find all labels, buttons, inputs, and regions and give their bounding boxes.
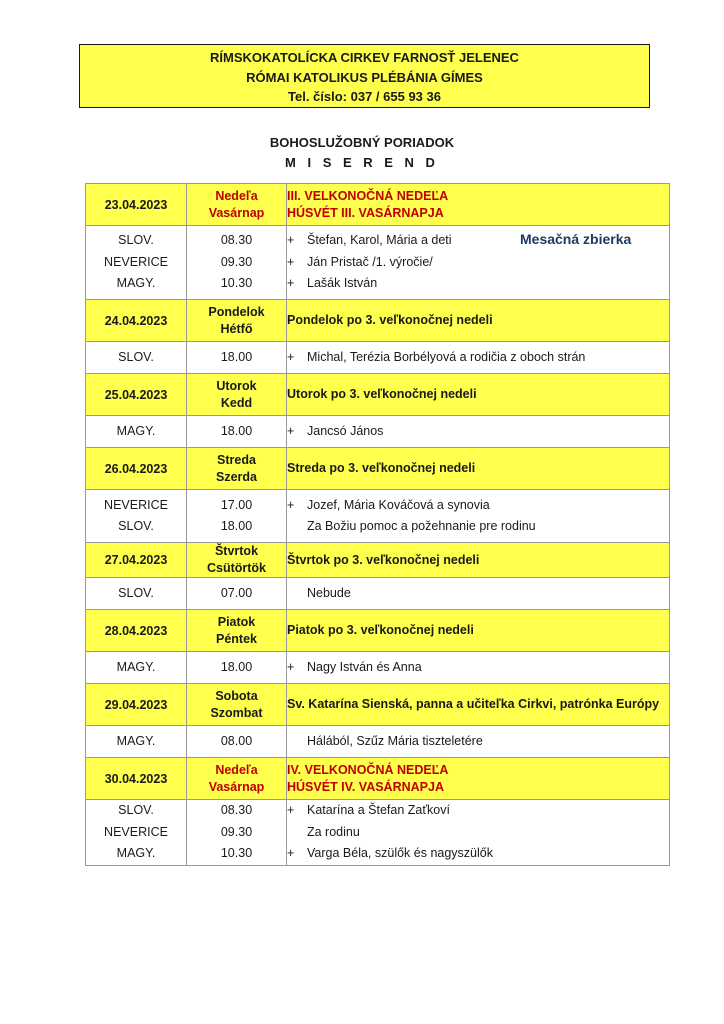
day-date: 23.04.2023 <box>86 184 187 226</box>
mass-intention <box>287 273 669 295</box>
mass-intention <box>287 657 669 679</box>
day-name-sk: Streda <box>217 452 256 467</box>
day-name-hu: Szerda <box>216 469 257 484</box>
mass-row <box>86 490 670 543</box>
title-main: BOHOSLUŽOBNÝ PORIADOK <box>269 135 455 150</box>
day-description <box>287 758 670 800</box>
parish-name-hu: RÓMAI KATOLIKUS PLÉBÁNIA GÍMES <box>246 69 483 85</box>
mass-language: SLOV. <box>118 803 154 817</box>
mass-languages <box>86 416 187 448</box>
mass-intentions <box>287 342 670 374</box>
mass-language: SLOV. <box>118 519 154 533</box>
deceased-mark: + <box>287 846 295 860</box>
deceased-mark: + <box>287 423 295 438</box>
day-header-row <box>86 684 670 726</box>
intention-text: Za Božiu pomoc a požehnanie pre rodinu <box>307 519 536 533</box>
day-description-line: Pondelok po 3. veľkonočnej nedeli <box>287 313 493 327</box>
day-date: 30.04.2023 <box>86 758 187 800</box>
mass-time: 18.00 <box>220 423 253 438</box>
day-description <box>287 374 670 416</box>
mass-times <box>187 342 287 374</box>
mass-language: MAGY. <box>116 733 156 748</box>
mass-intentions <box>287 800 670 866</box>
mass-intention <box>287 843 669 865</box>
intention-text: Lašák István <box>307 276 378 291</box>
mass-time: 07.00 <box>220 585 253 600</box>
mass-intention <box>287 731 669 753</box>
mass-intentions <box>287 490 670 543</box>
mass-language: NEVERICE <box>104 497 168 512</box>
mass-row <box>86 342 670 374</box>
day-name <box>187 184 287 226</box>
page-title <box>0 133 724 173</box>
day-description-line: III. VELKONOČNÁ NEDEĽA <box>287 188 449 203</box>
mass-times <box>187 226 287 300</box>
day-header-row <box>86 184 670 226</box>
day-description-line: Piatok po 3. veľkonočnej nedeli <box>287 623 474 637</box>
mass-time: 17.00 <box>220 497 253 512</box>
mass-times <box>187 490 287 543</box>
parish-header <box>79 44 650 108</box>
day-date: 26.04.2023 <box>86 448 187 490</box>
day-name-hu: Vasárnap <box>208 779 265 794</box>
parish-name-sk: RÍMSKOKATOLÍCKA CIRKEV FARNOSŤ JELENEC <box>210 50 519 65</box>
day-description-line: Streda po 3. veľkonočnej nedeli <box>287 461 476 475</box>
day-date: 27.04.2023 <box>86 543 187 578</box>
day-description-line: HÚSVÉT IV. VASÁRNAPJA <box>287 779 444 794</box>
mass-languages <box>86 800 187 866</box>
title-sub: M I S E R E N D <box>285 155 439 170</box>
day-header-row <box>86 758 670 800</box>
day-name-sk: Pondelok <box>208 304 265 319</box>
mass-languages <box>86 226 187 300</box>
day-description-line: Utorok po 3. veľkonočnej nedeli <box>287 387 477 401</box>
mass-row <box>86 652 670 684</box>
mass-time: 09.30 <box>220 824 253 839</box>
intention-text: Varga Béla, szülők és nagyszülők <box>307 846 493 860</box>
mass-intention <box>287 347 669 369</box>
day-name <box>187 610 287 652</box>
parish-phone: Tel. číslo: 037 / 655 93 36 <box>288 89 441 104</box>
mass-intentions <box>287 416 670 448</box>
day-name <box>187 684 287 726</box>
mass-language: SLOV. <box>118 349 154 364</box>
day-date: 28.04.2023 <box>86 610 187 652</box>
mass-language: MAGY. <box>116 846 156 860</box>
mass-times <box>187 652 287 684</box>
mass-languages <box>86 490 187 543</box>
mass-intention <box>287 583 669 605</box>
intention-text: Jozef, Mária Kováčová a synovia <box>307 497 490 512</box>
day-description-line: IV. VELKONOČNÁ NEDEĽA <box>287 762 449 777</box>
day-header-row <box>86 610 670 652</box>
mass-language: MAGY. <box>116 423 156 438</box>
day-description <box>287 448 670 490</box>
mass-times <box>187 416 287 448</box>
day-name-hu: Szombat <box>210 705 263 720</box>
mass-intentions <box>287 578 670 610</box>
mass-languages <box>86 652 187 684</box>
day-name-sk: Nedeľa <box>215 762 258 777</box>
day-date: 29.04.2023 <box>86 684 187 726</box>
mass-time: 18.00 <box>220 519 253 533</box>
mass-intention <box>287 495 669 517</box>
mass-languages <box>86 578 187 610</box>
intention-text: Hálából, Szűz Mária tiszteletére <box>307 733 483 748</box>
mass-intentions <box>287 726 670 758</box>
day-description-line: Sv. Katarína Sienská, panna a učiteľka Cirkvi, patrónka Európy <box>287 697 660 711</box>
mass-intentions <box>287 226 670 300</box>
deceased-mark: + <box>287 803 295 817</box>
intention-text: Michal, Terézia Borbélyová a rodičia z oboch strán <box>307 349 586 364</box>
deceased-mark: + <box>287 276 295 291</box>
mass-intention <box>287 800 669 822</box>
mass-language: NEVERICE <box>104 824 168 839</box>
day-description <box>287 543 670 578</box>
intention-text: Štefan, Karol, Mária a deti <box>307 233 452 248</box>
deceased-mark: + <box>287 254 295 269</box>
day-name-hu: Vasárnap <box>208 205 265 220</box>
mass-time: 10.30 <box>220 846 253 860</box>
day-name <box>187 543 287 578</box>
mass-language: MAGY. <box>116 276 156 291</box>
mass-time: 10.30 <box>220 276 253 291</box>
day-description-line: HÚSVÉT III. VASÁRNAPJA <box>287 205 444 220</box>
mass-time: 08.30 <box>220 803 253 817</box>
mass-languages <box>86 342 187 374</box>
day-date: 25.04.2023 <box>86 374 187 416</box>
mass-intention <box>287 822 669 844</box>
mass-time: 09.30 <box>220 254 253 269</box>
deceased-mark: + <box>287 659 295 674</box>
day-name <box>187 300 287 342</box>
day-name-hu: Csütörtök <box>206 561 267 575</box>
day-description <box>287 184 670 226</box>
day-header-row <box>86 448 670 490</box>
day-name-hu: Kedd <box>220 395 253 410</box>
day-description <box>287 300 670 342</box>
day-name-sk: Sobota <box>215 688 258 703</box>
day-name-hu: Hétfő <box>220 321 253 336</box>
day-name <box>187 374 287 416</box>
mass-language: SLOV. <box>118 233 154 248</box>
day-name <box>187 758 287 800</box>
mass-times <box>187 726 287 758</box>
mass-row <box>86 726 670 758</box>
day-date: 24.04.2023 <box>86 300 187 342</box>
deceased-mark: + <box>287 349 295 364</box>
mass-intentions <box>287 652 670 684</box>
intention-text: Ján Pristač /1. výročie/ <box>307 254 433 269</box>
mass-language: SLOV. <box>118 585 154 600</box>
day-name-sk: Piatok <box>217 614 256 629</box>
day-description <box>287 684 670 726</box>
collection-note: Mesačná zbierka <box>520 231 632 247</box>
intention-text: Za rodinu <box>307 824 360 839</box>
deceased-mark: + <box>287 233 295 248</box>
deceased-mark: + <box>287 497 295 512</box>
mass-time: 18.00 <box>220 659 253 674</box>
day-description <box>287 610 670 652</box>
day-name-sk: Nedeľa <box>215 188 258 203</box>
intention-text: Jancsó János <box>307 423 384 438</box>
mass-row <box>86 800 670 866</box>
day-header-row <box>86 374 670 416</box>
mass-row <box>86 416 670 448</box>
mass-time: 08.30 <box>220 233 253 248</box>
day-name-sk: Štvrtok <box>214 544 259 558</box>
mass-intention <box>287 252 669 274</box>
mass-row <box>86 226 670 300</box>
mass-time: 08.00 <box>220 733 253 748</box>
mass-row <box>86 578 670 610</box>
mass-languages <box>86 726 187 758</box>
day-description-line: Štvrtok po 3. veľkonočnej nedeli <box>287 552 480 567</box>
mass-intention <box>287 421 669 443</box>
day-header-row <box>86 300 670 342</box>
day-name-hu: Péntek <box>216 631 257 646</box>
mass-language: NEVERICE <box>104 254 168 269</box>
mass-intention <box>287 516 669 538</box>
mass-language: MAGY. <box>116 659 156 674</box>
schedule-table <box>85 183 670 866</box>
mass-time: 18.00 <box>220 349 253 364</box>
intention-text: Katarína a Štefan Zaťkoví <box>307 803 450 817</box>
day-header-row <box>86 543 670 578</box>
day-name-sk: Utorok <box>216 378 257 393</box>
intention-text: Nebude <box>307 585 351 600</box>
mass-times <box>187 800 287 866</box>
intention-text: Nagy István és Anna <box>307 659 422 674</box>
mass-times <box>187 578 287 610</box>
day-name <box>187 448 287 490</box>
